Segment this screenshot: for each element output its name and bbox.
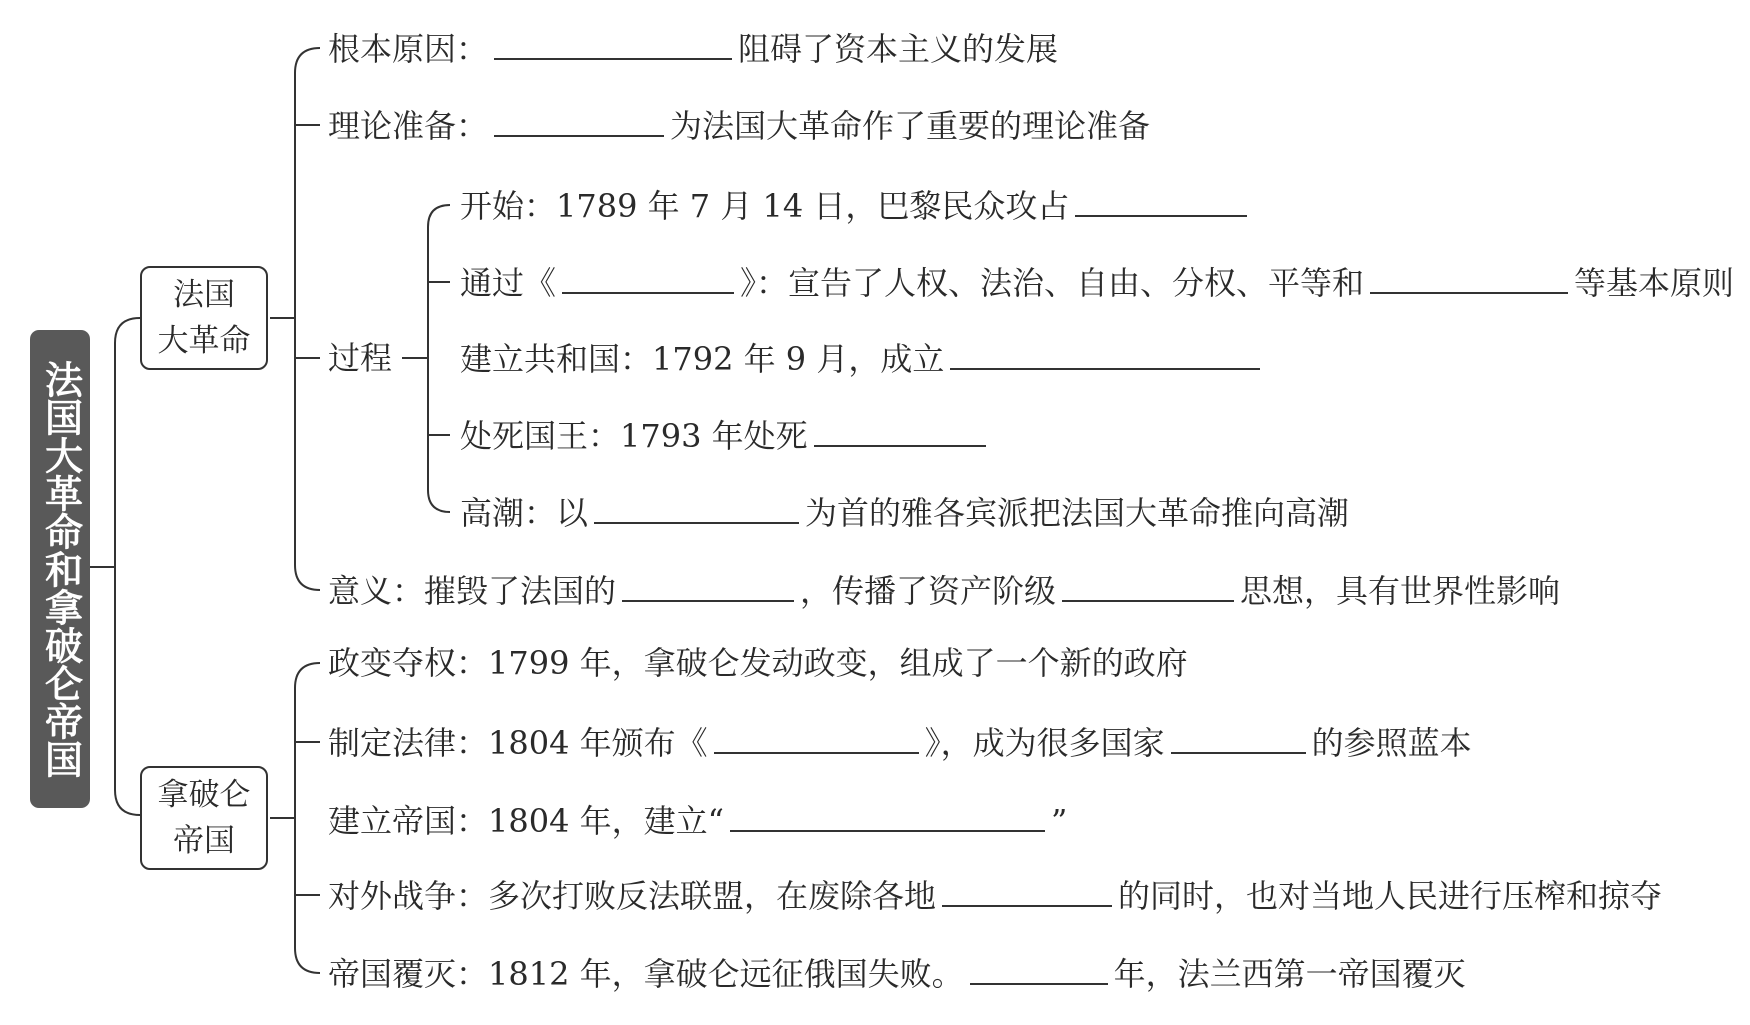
answer-blank[interactable] xyxy=(1370,262,1568,294)
item-theory: 理论准备： 为法国大革命作了重要的理论准备 xyxy=(328,107,1151,145)
answer-blank[interactable] xyxy=(942,875,1112,907)
item-law: 制定法律：1804 年颁布《 》，成为很多国家 的参照蓝本 xyxy=(328,724,1472,762)
branch-title-line2: 大革命 xyxy=(157,323,251,359)
item-process-declaration: 通过《 》：宣告了人权、法治、自由、分权、平等和 等基本原则 xyxy=(460,264,1735,302)
answer-blank[interactable] xyxy=(814,415,986,447)
answer-blank[interactable] xyxy=(730,800,1045,832)
item-process-climax: 高潮：以 为首的雅各宾派把法国大革命推向高潮 xyxy=(460,494,1350,532)
item-meaning: 意义：摧毁了法国的 ，传播了资产阶级 思想，具有世界性影响 xyxy=(328,572,1561,610)
answer-blank[interactable] xyxy=(970,953,1108,985)
branch-title-line1: 法国 xyxy=(173,277,235,313)
answer-blank[interactable] xyxy=(950,338,1260,370)
answer-blank[interactable] xyxy=(1171,722,1306,754)
item-cause: 根本原因： 阻碍了资本主义的发展 xyxy=(328,30,1059,68)
item-process-execute: 处死国王：1793 年处死 xyxy=(460,415,992,456)
root-title: 法国大革命和拿破仑帝国 xyxy=(30,330,90,808)
branch-french-revolution xyxy=(140,266,268,370)
item-process-republic: 建立共和国：1792 年 9 月，成立 xyxy=(460,338,1266,379)
branch-napoleon-empire xyxy=(140,766,268,870)
branch-title-line1: 拿破仑 xyxy=(157,777,251,813)
answer-blank[interactable] xyxy=(1062,570,1234,602)
answer-blank[interactable] xyxy=(494,28,732,60)
item-process-start: 开始：1789 年 7 月 14 日，巴黎民众攻占 xyxy=(460,185,1253,226)
answer-blank[interactable] xyxy=(622,570,794,602)
answer-blank[interactable] xyxy=(494,105,664,137)
item-process: 过程 xyxy=(328,339,393,377)
branch-title-line2: 帝国 xyxy=(173,823,235,859)
answer-blank[interactable] xyxy=(714,722,919,754)
answer-blank[interactable] xyxy=(594,492,799,524)
item-war: 对外战争：多次打败反法联盟，在废除各地 的同时，也对当地人民进行压榨和掠夺 xyxy=(328,877,1663,915)
item-fall: 帝国覆灭：1812 年，拿破仑远征俄国失败。 年，法兰西第一帝国覆灭 xyxy=(328,955,1466,993)
answer-blank[interactable] xyxy=(1075,185,1247,217)
item-empire: 建立帝国：1804 年，建立“ ” xyxy=(328,802,1068,840)
item-coup: 政变夺权：1799 年，拿破仑发动政变，组成了一个新的政府 xyxy=(328,644,1188,682)
answer-blank[interactable] xyxy=(562,262,734,294)
